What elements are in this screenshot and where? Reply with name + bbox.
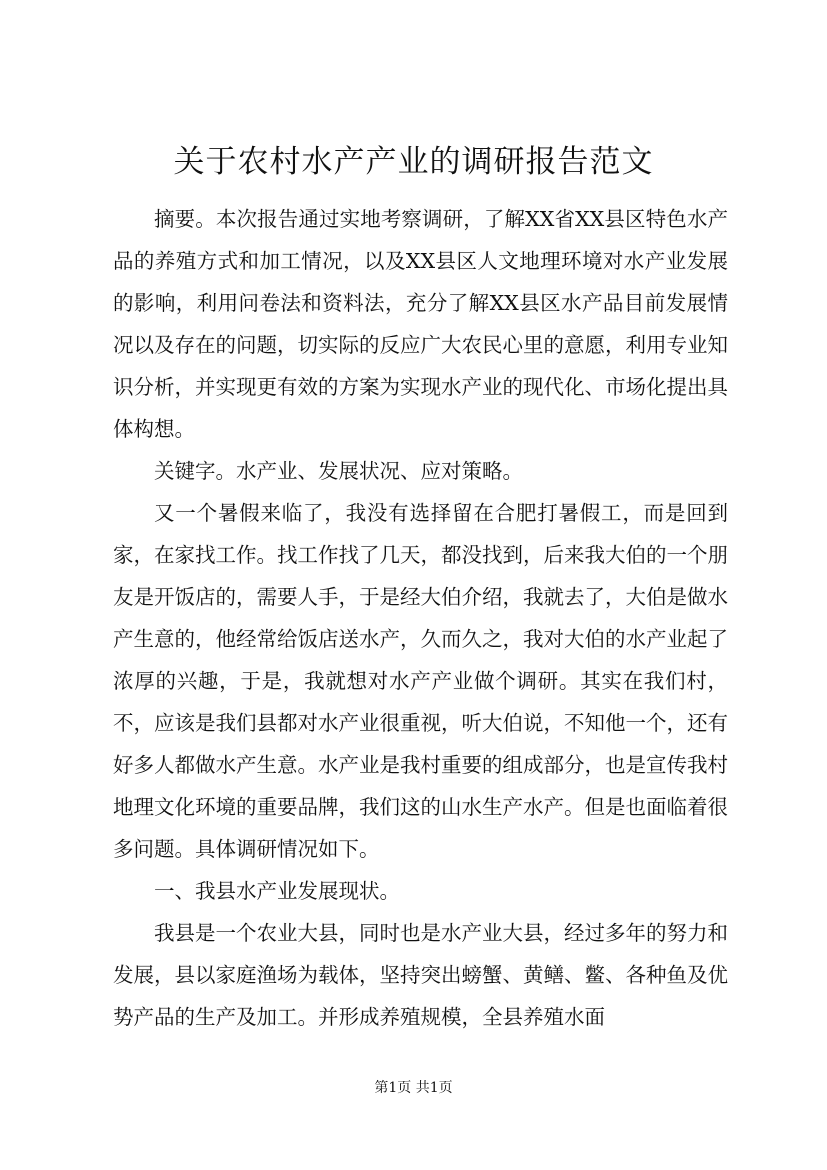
page-footer: 第1页 共1页: [374, 1080, 453, 1096]
keywords-paragraph: 关键字。水产业、发展状况、应对策略。: [154, 459, 523, 483]
document-title: 关于农村水产产业的调研报告范文: [173, 144, 654, 180]
section-paragraph: 我县是一个农业大县，同时也是水产业大县，经过多年的努力和发展，县以家庭渔场为载体，坚持突出螃蟹、黄鳝、鳖、各种鱼及优势产品的生产及加工。并形成养殖规模，全县养殖水面: [113, 921, 728, 1029]
abstract-paragraph: 摘要。本次报告通过实地考察调研，了解XX省XX县区特色水产品的养殖方式和加工情况，以及XX县区人文地理环境对水产业发展的影响，利用问卷法和资料法，充分了解XX县区水产品目前发展情况以及存在的问题，切实际的反应广大农民心里的意愿，利用专业知识分析，并实现更有效的方案为实现水产业的现代化、市场化提出具体构想。: [113, 207, 728, 441]
document-body: [113, 198, 728, 1038]
intro-paragraph: 又一个暑假来临了，我没有选择留在合肥打暑假工，而是回到家，在家找工作。找工作找了几天，都没找到，后来我大伯的一个朋友是开饭店的，需要人手，于是经大伯介绍，我就去了，大伯是做水产生意的，他经常给饭店送水产，久而久之，我对大伯的水产业起了浓厚的兴趣，于是，我就想对水产产业做个调研。其实在我们村，不，应该是我们县都对水产业很重视，听大伯说，不知他一个，还有好多人都做水产生意。水产业是我村重要的组成部分，也是宣传我村地理文化环境的重要品牌，我们这的山水生产水产。但是也面临着很多问题。具体调研情况如下。: [113, 501, 728, 861]
section-heading: 一、我县水产业发展现状。: [154, 879, 400, 903]
